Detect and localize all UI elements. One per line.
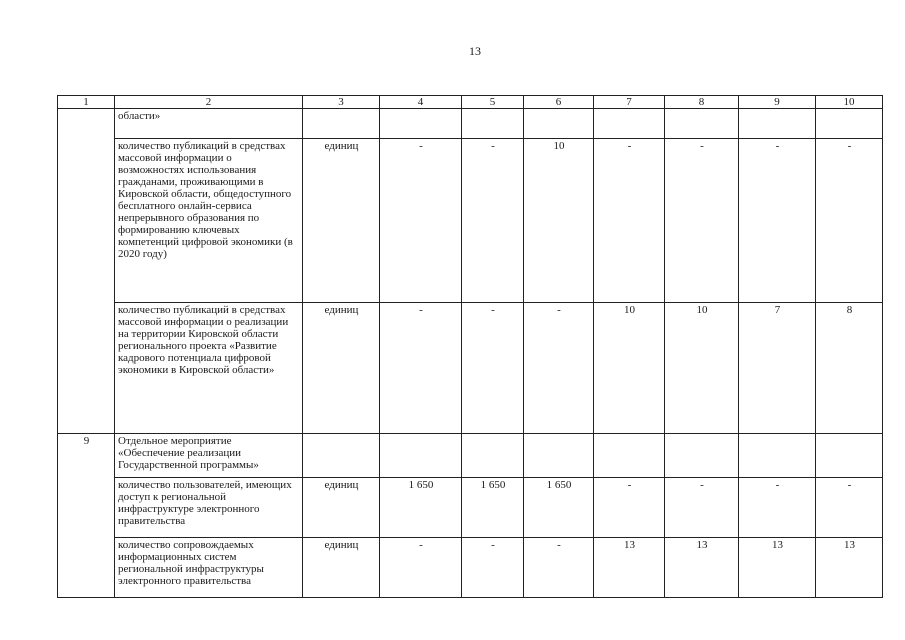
value-cell: 10 (594, 303, 665, 434)
value-cell: - (816, 139, 883, 303)
value-cell: 10 (665, 303, 739, 434)
header-cell: 9 (739, 96, 816, 109)
value-cell: - (462, 538, 524, 598)
unit-cell: единиц (303, 303, 380, 434)
value-cell (816, 434, 883, 478)
value-cell: - (665, 139, 739, 303)
header-cell: 10 (816, 96, 883, 109)
value-cell: - (816, 478, 883, 538)
header-row (58, 96, 883, 109)
table-row (58, 478, 883, 538)
page-number: 13 (469, 44, 481, 58)
value-cell: 1 650 (524, 478, 594, 538)
value-cell: 13 (816, 538, 883, 598)
value-cell: 13 (665, 538, 739, 598)
row-number-cell: 9 (58, 434, 115, 598)
value-cell (594, 109, 665, 139)
unit-cell (303, 434, 380, 478)
value-cell: 10 (524, 139, 594, 303)
value-cell (594, 434, 665, 478)
value-cell: - (594, 139, 665, 303)
value-cell: 8 (816, 303, 883, 434)
value-cell: - (380, 303, 462, 434)
value-cell: - (739, 478, 816, 538)
value-cell: - (462, 303, 524, 434)
value-cell (665, 109, 739, 139)
value-cell (462, 434, 524, 478)
value-cell: - (524, 538, 594, 598)
header-cell: 2 (115, 96, 303, 109)
value-cell: - (594, 478, 665, 538)
header-cell: 6 (524, 96, 594, 109)
value-cell (524, 109, 594, 139)
indicators-table (57, 95, 883, 598)
table-row (58, 139, 883, 303)
value-cell: - (739, 139, 816, 303)
table-row (58, 303, 883, 434)
value-cell (739, 109, 816, 139)
value-cell (380, 109, 462, 139)
value-cell: 13 (594, 538, 665, 598)
value-cell: 1 650 (462, 478, 524, 538)
indicator-description: количество публикаций в средствах массовой информации о возможностях использования гражданами, проживающими в Кировской области, общедоступного бесплатного онлайн-сервиса непрерывного образования по формированию ключевых компетенций цифровой экономики (в 2020 году) (115, 139, 303, 303)
table-row (58, 109, 883, 139)
indicator-description: области» (115, 109, 303, 139)
indicator-description: количество пользователей, имеющих доступ к региональной инфраструктуре электронного правительства (115, 478, 303, 538)
header-cell: 3 (303, 96, 380, 109)
unit-cell: единиц (303, 478, 380, 538)
unit-cell: единиц (303, 139, 380, 303)
value-cell (524, 434, 594, 478)
value-cell: - (524, 303, 594, 434)
indicator-description: количество публикаций в средствах массовой информации о реализации на территории Кировской области регионального проекта «Развитие кадрового потенциала цифровой экономики в Кировской области» (115, 303, 303, 434)
header-cell: 5 (462, 96, 524, 109)
value-cell: 1 650 (380, 478, 462, 538)
value-cell (665, 434, 739, 478)
value-cell: 7 (739, 303, 816, 434)
indicator-description: количество сопровождаемых информационных систем региональной инфраструктуры электронного правительства (115, 538, 303, 598)
header-cell: 7 (594, 96, 665, 109)
row-number-cell (58, 109, 115, 434)
header-cell: 8 (665, 96, 739, 109)
value-cell (739, 434, 816, 478)
value-cell: - (380, 538, 462, 598)
table-row (58, 538, 883, 598)
value-cell (816, 109, 883, 139)
value-cell (462, 109, 524, 139)
value-cell: - (665, 478, 739, 538)
header-cell: 1 (58, 96, 115, 109)
measure-title: Отдельное мероприятие «Обеспечение реализации Государственной программы» (115, 434, 303, 478)
value-cell: - (462, 139, 524, 303)
unit-cell: единиц (303, 538, 380, 598)
value-cell: - (380, 139, 462, 303)
table-row (58, 434, 883, 478)
header-cell: 4 (380, 96, 462, 109)
value-cell: 13 (739, 538, 816, 598)
unit-cell (303, 109, 380, 139)
value-cell (380, 434, 462, 478)
